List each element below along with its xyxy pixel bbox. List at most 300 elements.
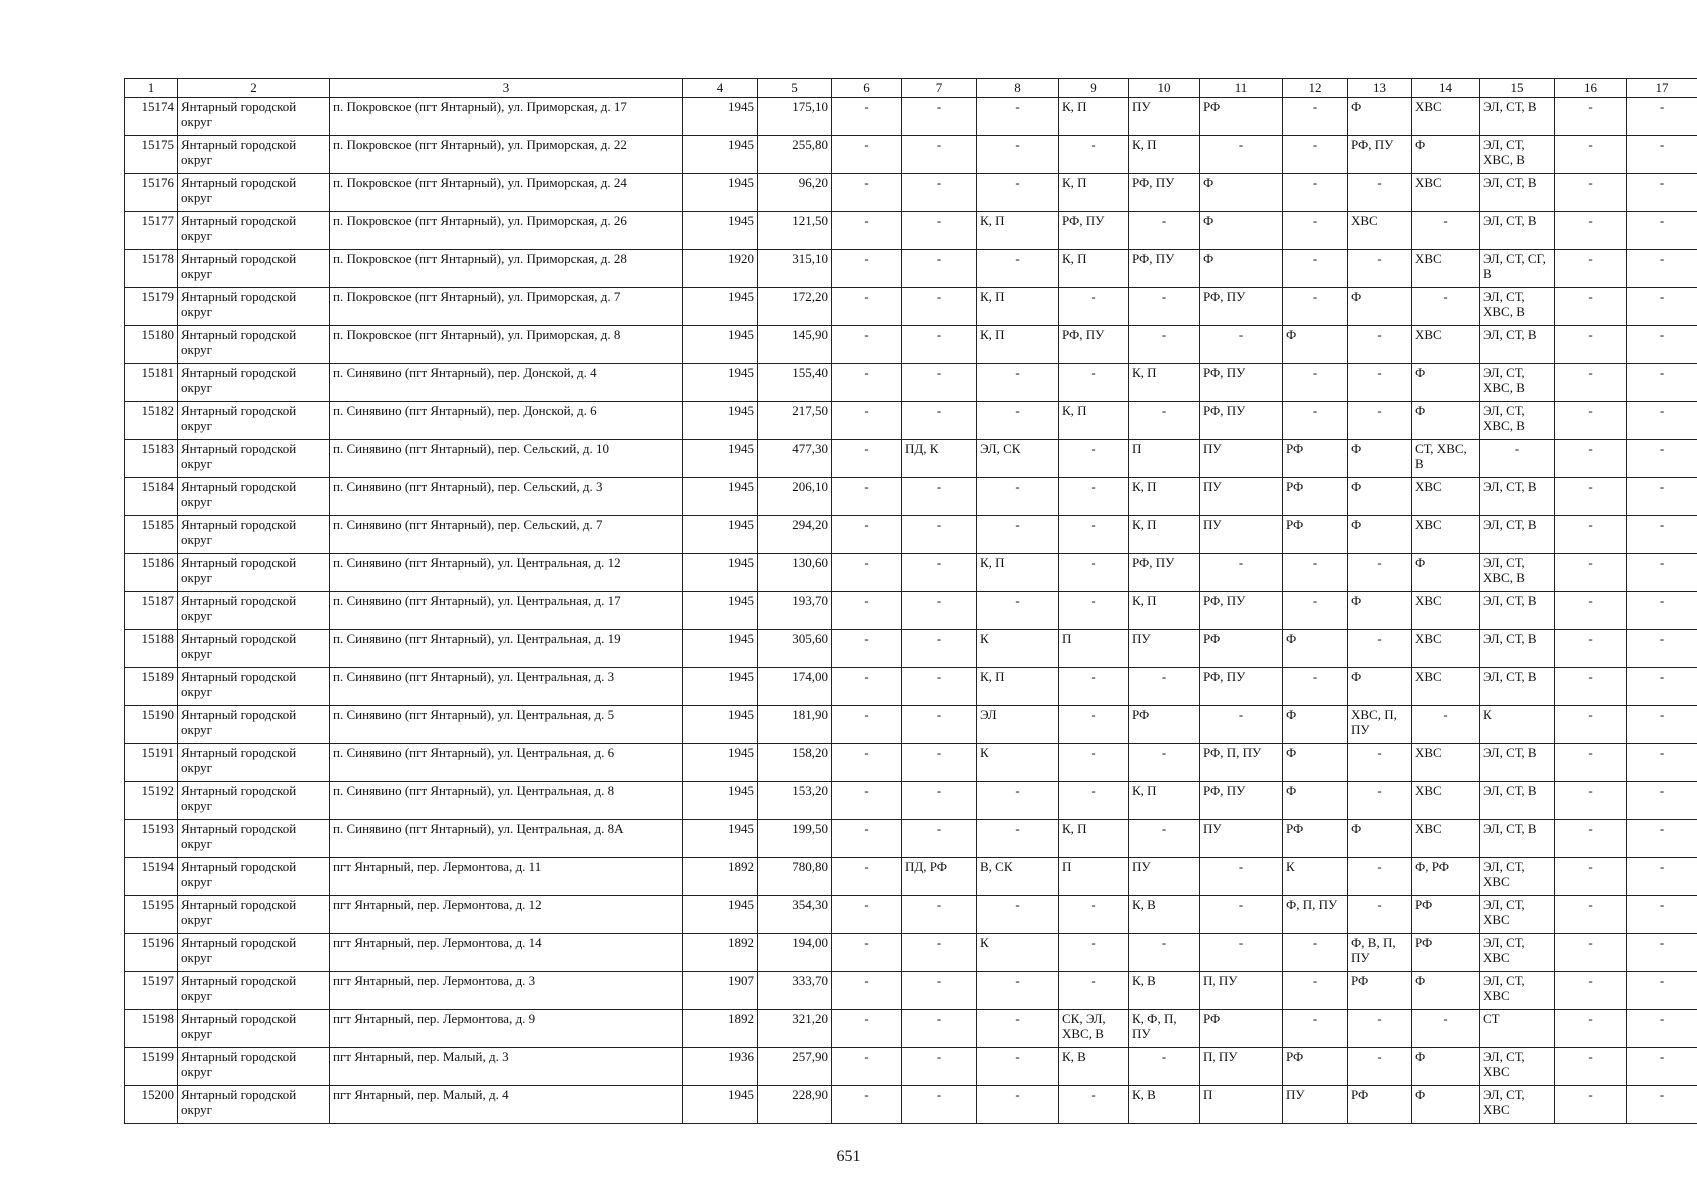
cell-col-7: - (902, 402, 977, 440)
cell-col-2: Янтарный городской округ (178, 782, 330, 820)
cell-col-16: - (1555, 1010, 1627, 1048)
cell-col-14: ХВС (1412, 98, 1480, 136)
cell-col-13: - (1348, 896, 1412, 934)
cell-col-4: 1945 (683, 592, 758, 630)
cell-col-5: 121,50 (758, 212, 832, 250)
table-row (125, 972, 1697, 1010)
cell-col-9: - (1059, 364, 1129, 402)
table-row (125, 98, 1697, 136)
cell-col-12: Ф, П, ПУ (1283, 896, 1348, 934)
cell-col-1: 15197 (125, 972, 178, 1010)
cell-col-2: Янтарный городской округ (178, 402, 330, 440)
cell-col-7: - (902, 896, 977, 934)
cell-col-3: п. Синявино (пгт Янтарный), ул. Центральная, д. 6 (330, 744, 683, 782)
cell-col-12: К (1283, 858, 1348, 896)
cell-col-4: 1936 (683, 1048, 758, 1086)
cell-col-16: - (1555, 706, 1627, 744)
cell-col-4: 1920 (683, 250, 758, 288)
table-row (125, 516, 1697, 554)
cell-col-14: ХВС (1412, 744, 1480, 782)
cell-col-15: ЭЛ, СТ, ХВС (1480, 972, 1555, 1010)
cell-col-6: - (832, 782, 902, 820)
cell-col-4: 1945 (683, 820, 758, 858)
column-header-3: 3 (330, 79, 683, 98)
cell-col-14: - (1412, 706, 1480, 744)
cell-col-8: - (977, 1010, 1059, 1048)
cell-col-4: 1945 (683, 212, 758, 250)
cell-col-16: - (1555, 478, 1627, 516)
cell-col-15: ЭЛ, СТ, ХВС, В (1480, 402, 1555, 440)
cell-col-15: ЭЛ, СТ, ХВС (1480, 934, 1555, 972)
cell-col-7: - (902, 250, 977, 288)
cell-col-15: ЭЛ, СТ, В (1480, 516, 1555, 554)
cell-col-14: ХВС (1412, 516, 1480, 554)
cell-col-8: - (977, 592, 1059, 630)
cell-col-16: - (1555, 364, 1627, 402)
cell-col-8: - (977, 820, 1059, 858)
cell-col-12: - (1283, 668, 1348, 706)
cell-col-8: - (977, 1086, 1059, 1124)
cell-col-4: 1945 (683, 478, 758, 516)
cell-col-13: Ф (1348, 668, 1412, 706)
column-header-9: 9 (1059, 79, 1129, 98)
cell-col-12: - (1283, 934, 1348, 972)
cell-col-9: - (1059, 136, 1129, 174)
cell-col-12: - (1283, 554, 1348, 592)
cell-col-6: - (832, 630, 902, 668)
cell-col-6: - (832, 98, 902, 136)
cell-col-11: Ф (1200, 212, 1283, 250)
cell-col-14: ХВС (1412, 630, 1480, 668)
cell-col-2: Янтарный городской округ (178, 668, 330, 706)
cell-col-2: Янтарный городской округ (178, 744, 330, 782)
cell-col-5: 257,90 (758, 1048, 832, 1086)
cell-col-9: - (1059, 896, 1129, 934)
cell-col-14: ХВС (1412, 668, 1480, 706)
cell-col-10: РФ, ПУ (1129, 250, 1200, 288)
cell-col-10: К, П (1129, 782, 1200, 820)
cell-col-10: К, П (1129, 364, 1200, 402)
cell-col-13: ХВС, П, ПУ (1348, 706, 1412, 744)
cell-col-5: 294,20 (758, 516, 832, 554)
cell-col-8: - (977, 98, 1059, 136)
cell-col-13: Ф, В, П, ПУ (1348, 934, 1412, 972)
cell-col-16: - (1555, 98, 1627, 136)
cell-col-5: 130,60 (758, 554, 832, 592)
cell-col-2: Янтарный городской округ (178, 174, 330, 212)
cell-col-2: Янтарный городской округ (178, 1010, 330, 1048)
cell-col-11: - (1200, 326, 1283, 364)
cell-col-14: Ф (1412, 972, 1480, 1010)
cell-col-1: 15181 (125, 364, 178, 402)
cell-col-16: - (1555, 972, 1627, 1010)
cell-col-16: - (1555, 250, 1627, 288)
cell-col-17: - (1627, 782, 1697, 820)
cell-col-13: ХВС (1348, 212, 1412, 250)
cell-col-4: 1945 (683, 326, 758, 364)
cell-col-4: 1892 (683, 934, 758, 972)
cell-col-8: - (977, 250, 1059, 288)
cell-col-2: Янтарный городской округ (178, 288, 330, 326)
cell-col-3: пгт Янтарный, пер. Малый, д. 3 (330, 1048, 683, 1086)
cell-col-4: 1945 (683, 288, 758, 326)
cell-col-8: - (977, 972, 1059, 1010)
table-row (125, 174, 1697, 212)
cell-col-13: РФ (1348, 972, 1412, 1010)
cell-col-8: - (977, 896, 1059, 934)
cell-col-8: К, П (977, 288, 1059, 326)
cell-col-1: 15198 (125, 1010, 178, 1048)
cell-col-9: К, П (1059, 174, 1129, 212)
cell-col-3: п. Синявино (пгт Янтарный), ул. Центральная, д. 19 (330, 630, 683, 668)
cell-col-11: ПУ (1200, 478, 1283, 516)
cell-col-2: Янтарный городской округ (178, 858, 330, 896)
cell-col-5: 172,20 (758, 288, 832, 326)
cell-col-11: - (1200, 896, 1283, 934)
cell-col-1: 15200 (125, 1086, 178, 1124)
cell-col-11: П (1200, 1086, 1283, 1124)
cell-col-7: - (902, 630, 977, 668)
column-header-7: 7 (902, 79, 977, 98)
cell-col-16: - (1555, 212, 1627, 250)
cell-col-11: ПУ (1200, 820, 1283, 858)
cell-col-3: п. Синявино (пгт Янтарный), ул. Центральная, д. 12 (330, 554, 683, 592)
cell-col-17: - (1627, 174, 1697, 212)
cell-col-8: К, П (977, 326, 1059, 364)
cell-col-2: Янтарный городской округ (178, 1048, 330, 1086)
cell-col-1: 15193 (125, 820, 178, 858)
cell-col-10: К, Ф, П, ПУ (1129, 1010, 1200, 1048)
cell-col-5: 199,50 (758, 820, 832, 858)
cell-col-10: - (1129, 326, 1200, 364)
cell-col-12: Ф (1283, 630, 1348, 668)
table-row (125, 706, 1697, 744)
cell-col-6: - (832, 516, 902, 554)
cell-col-12: - (1283, 1010, 1348, 1048)
cell-col-14: СТ, ХВС, В (1412, 440, 1480, 478)
cell-col-14: Ф, РФ (1412, 858, 1480, 896)
cell-col-16: - (1555, 174, 1627, 212)
cell-col-14: Ф (1412, 554, 1480, 592)
cell-col-6: - (832, 896, 902, 934)
cell-col-17: - (1627, 98, 1697, 136)
cell-col-4: 1945 (683, 98, 758, 136)
cell-col-1: 15184 (125, 478, 178, 516)
cell-col-8: ЭЛ, СК (977, 440, 1059, 478)
cell-col-13: - (1348, 326, 1412, 364)
cell-col-1: 15178 (125, 250, 178, 288)
cell-col-7: - (902, 1086, 977, 1124)
table-row (125, 402, 1697, 440)
cell-col-14: ХВС (1412, 326, 1480, 364)
cell-col-17: - (1627, 250, 1697, 288)
cell-col-10: ПУ (1129, 98, 1200, 136)
cell-col-7: - (902, 212, 977, 250)
cell-col-1: 15189 (125, 668, 178, 706)
cell-col-3: п. Синявино (пгт Янтарный), пер. Донской, д. 4 (330, 364, 683, 402)
cell-col-2: Янтарный городской округ (178, 516, 330, 554)
cell-col-9: - (1059, 934, 1129, 972)
cell-col-7: - (902, 1048, 977, 1086)
cell-col-7: - (902, 364, 977, 402)
cell-col-11: П, ПУ (1200, 972, 1283, 1010)
cell-col-10: П (1129, 440, 1200, 478)
cell-col-3: п. Синявино (пгт Янтарный), ул. Центральная, д. 3 (330, 668, 683, 706)
cell-col-1: 15192 (125, 782, 178, 820)
register-table (124, 78, 1697, 1124)
cell-col-14: ХВС (1412, 478, 1480, 516)
cell-col-2: Янтарный городской округ (178, 250, 330, 288)
cell-col-7: - (902, 744, 977, 782)
cell-col-15: ЭЛ, СТ, В (1480, 668, 1555, 706)
cell-col-10: - (1129, 288, 1200, 326)
cell-col-12: Ф (1283, 744, 1348, 782)
cell-col-4: 1907 (683, 972, 758, 1010)
cell-col-10: - (1129, 668, 1200, 706)
cell-col-9: - (1059, 744, 1129, 782)
cell-col-14: ХВС (1412, 782, 1480, 820)
cell-col-3: п. Синявино (пгт Янтарный), ул. Центральная, д. 8А (330, 820, 683, 858)
cell-col-14: ХВС (1412, 174, 1480, 212)
cell-col-15: ЭЛ, СТ, В (1480, 98, 1555, 136)
cell-col-5: 194,00 (758, 934, 832, 972)
document-page (124, 78, 1667, 1124)
cell-col-3: п. Покровское (пгт Янтарный), ул. Приморская, д. 26 (330, 212, 683, 250)
cell-col-13: - (1348, 782, 1412, 820)
cell-col-8: К, П (977, 554, 1059, 592)
cell-col-3: пгт Янтарный, пер. Малый, д. 4 (330, 1086, 683, 1124)
cell-col-9: П (1059, 630, 1129, 668)
table-row (125, 364, 1697, 402)
cell-col-17: - (1627, 440, 1697, 478)
cell-col-9: РФ, ПУ (1059, 212, 1129, 250)
cell-col-5: 305,60 (758, 630, 832, 668)
cell-col-16: - (1555, 934, 1627, 972)
cell-col-15: ЭЛ, СТ, В (1480, 744, 1555, 782)
cell-col-12: РФ (1283, 440, 1348, 478)
cell-col-6: - (832, 364, 902, 402)
cell-col-9: - (1059, 592, 1129, 630)
cell-col-10: К, П (1129, 136, 1200, 174)
cell-col-13: - (1348, 554, 1412, 592)
cell-col-6: - (832, 554, 902, 592)
cell-col-17: - (1627, 402, 1697, 440)
cell-col-12: Ф (1283, 326, 1348, 364)
cell-col-17: - (1627, 858, 1697, 896)
cell-col-14: Ф (1412, 1048, 1480, 1086)
cell-col-15: ЭЛ, СТ, В (1480, 630, 1555, 668)
cell-col-9: - (1059, 972, 1129, 1010)
cell-col-7: - (902, 782, 977, 820)
cell-col-11: РФ, ПУ (1200, 364, 1283, 402)
cell-col-11: - (1200, 858, 1283, 896)
cell-col-13: - (1348, 744, 1412, 782)
cell-col-3: п. Синявино (пгт Янтарный), пер. Сельский, д. 3 (330, 478, 683, 516)
column-header-11: 11 (1200, 79, 1283, 98)
cell-col-10: РФ, ПУ (1129, 554, 1200, 592)
cell-col-17: - (1627, 820, 1697, 858)
cell-col-5: 206,10 (758, 478, 832, 516)
cell-col-2: Янтарный городской округ (178, 136, 330, 174)
cell-col-6: - (832, 744, 902, 782)
column-header-16: 16 (1555, 79, 1627, 98)
cell-col-1: 15195 (125, 896, 178, 934)
cell-col-10: РФ, ПУ (1129, 174, 1200, 212)
cell-col-6: - (832, 402, 902, 440)
cell-col-3: п. Синявино (пгт Янтарный), пер. Донской, д. 6 (330, 402, 683, 440)
cell-col-1: 15179 (125, 288, 178, 326)
cell-col-13: - (1348, 630, 1412, 668)
cell-col-4: 1945 (683, 896, 758, 934)
cell-col-9: К, В (1059, 1048, 1129, 1086)
cell-col-11: П, ПУ (1200, 1048, 1283, 1086)
cell-col-6: - (832, 820, 902, 858)
cell-col-14: - (1412, 212, 1480, 250)
cell-col-17: - (1627, 934, 1697, 972)
cell-col-12: Ф (1283, 782, 1348, 820)
cell-col-1: 15175 (125, 136, 178, 174)
cell-col-9: К, П (1059, 250, 1129, 288)
cell-col-2: Янтарный городской округ (178, 896, 330, 934)
cell-col-9: К, П (1059, 820, 1129, 858)
cell-col-11: РФ (1200, 630, 1283, 668)
cell-col-10: - (1129, 212, 1200, 250)
cell-col-2: Янтарный городской округ (178, 364, 330, 402)
cell-col-11: РФ, ПУ (1200, 402, 1283, 440)
cell-col-12: РФ (1283, 478, 1348, 516)
cell-col-13: - (1348, 1048, 1412, 1086)
cell-col-7: ПД, РФ (902, 858, 977, 896)
cell-col-9: К, П (1059, 402, 1129, 440)
cell-col-12: - (1283, 174, 1348, 212)
cell-col-9: - (1059, 554, 1129, 592)
cell-col-17: - (1627, 896, 1697, 934)
cell-col-5: 321,20 (758, 1010, 832, 1048)
cell-col-7: - (902, 668, 977, 706)
cell-col-17: - (1627, 668, 1697, 706)
cell-col-9: - (1059, 478, 1129, 516)
cell-col-6: - (832, 250, 902, 288)
cell-col-12: - (1283, 402, 1348, 440)
cell-col-3: п. Синявино (пгт Янтарный), ул. Центральная, д. 17 (330, 592, 683, 630)
cell-col-11: РФ, П, ПУ (1200, 744, 1283, 782)
cell-col-7: - (902, 820, 977, 858)
cell-col-3: п. Синявино (пгт Янтарный), ул. Центральная, д. 8 (330, 782, 683, 820)
table-row (125, 250, 1697, 288)
page-number: 651 (836, 1148, 861, 1165)
cell-col-9: СК, ЭЛ, ХВС, В (1059, 1010, 1129, 1048)
cell-col-5: 153,20 (758, 782, 832, 820)
cell-col-14: Ф (1412, 136, 1480, 174)
cell-col-13: Ф (1348, 516, 1412, 554)
cell-col-13: Ф (1348, 592, 1412, 630)
table-row (125, 934, 1697, 972)
cell-col-14: РФ (1412, 934, 1480, 972)
cell-col-12: РФ (1283, 1048, 1348, 1086)
cell-col-17: - (1627, 744, 1697, 782)
cell-col-17: - (1627, 516, 1697, 554)
cell-col-17: - (1627, 478, 1697, 516)
cell-col-2: Янтарный городской округ (178, 478, 330, 516)
cell-col-12: ПУ (1283, 1086, 1348, 1124)
cell-col-1: 15174 (125, 98, 178, 136)
cell-col-15: ЭЛ, СТ, ХВС (1480, 1086, 1555, 1124)
cell-col-16: - (1555, 782, 1627, 820)
cell-col-13: - (1348, 250, 1412, 288)
cell-col-8: К (977, 630, 1059, 668)
cell-col-3: пгт Янтарный, пер. Лермонтова, д. 12 (330, 896, 683, 934)
cell-col-11: РФ, ПУ (1200, 668, 1283, 706)
cell-col-17: - (1627, 326, 1697, 364)
cell-col-4: 1945 (683, 706, 758, 744)
cell-col-7: - (902, 554, 977, 592)
cell-col-3: пгт Янтарный, пер. Лермонтова, д. 3 (330, 972, 683, 1010)
cell-col-12: Ф (1283, 706, 1348, 744)
cell-col-9: К, П (1059, 98, 1129, 136)
column-header-17: 17 (1627, 79, 1697, 98)
column-header-5: 5 (758, 79, 832, 98)
column-header-2: 2 (178, 79, 330, 98)
cell-col-13: - (1348, 858, 1412, 896)
table-row (125, 478, 1697, 516)
column-header-15: 15 (1480, 79, 1555, 98)
cell-col-4: 1945 (683, 782, 758, 820)
cell-col-8: К, П (977, 668, 1059, 706)
cell-col-2: Янтарный городской округ (178, 592, 330, 630)
cell-col-10: К, В (1129, 972, 1200, 1010)
table-row (125, 592, 1697, 630)
table-row (125, 212, 1697, 250)
cell-col-2: Янтарный городской округ (178, 554, 330, 592)
cell-col-16: - (1555, 744, 1627, 782)
cell-col-6: - (832, 934, 902, 972)
cell-col-17: - (1627, 212, 1697, 250)
cell-col-1: 15182 (125, 402, 178, 440)
cell-col-8: К (977, 934, 1059, 972)
cell-col-15: ЭЛ, СТ, ХВС, В (1480, 136, 1555, 174)
cell-col-16: - (1555, 1086, 1627, 1124)
cell-col-4: 1945 (683, 364, 758, 402)
cell-col-4: 1945 (683, 554, 758, 592)
cell-col-11: ПУ (1200, 440, 1283, 478)
cell-col-1: 15187 (125, 592, 178, 630)
cell-col-7: - (902, 934, 977, 972)
cell-col-6: - (832, 212, 902, 250)
cell-col-13: - (1348, 1010, 1412, 1048)
column-header-10: 10 (1129, 79, 1200, 98)
cell-col-10: К, П (1129, 478, 1200, 516)
cell-col-7: - (902, 174, 977, 212)
cell-col-6: - (832, 1010, 902, 1048)
cell-col-16: - (1555, 592, 1627, 630)
cell-col-16: - (1555, 136, 1627, 174)
cell-col-15: ЭЛ, СТ, В (1480, 782, 1555, 820)
table-row (125, 820, 1697, 858)
cell-col-10: К, П (1129, 592, 1200, 630)
cell-col-11: РФ, ПУ (1200, 592, 1283, 630)
cell-col-12: - (1283, 98, 1348, 136)
cell-col-9: - (1059, 1086, 1129, 1124)
cell-col-8: - (977, 516, 1059, 554)
cell-col-10: - (1129, 1048, 1200, 1086)
cell-col-13: Ф (1348, 820, 1412, 858)
cell-col-6: - (832, 326, 902, 364)
cell-col-11: РФ, ПУ (1200, 782, 1283, 820)
cell-col-6: - (832, 440, 902, 478)
cell-col-16: - (1555, 820, 1627, 858)
cell-col-14: Ф (1412, 402, 1480, 440)
cell-col-16: - (1555, 288, 1627, 326)
